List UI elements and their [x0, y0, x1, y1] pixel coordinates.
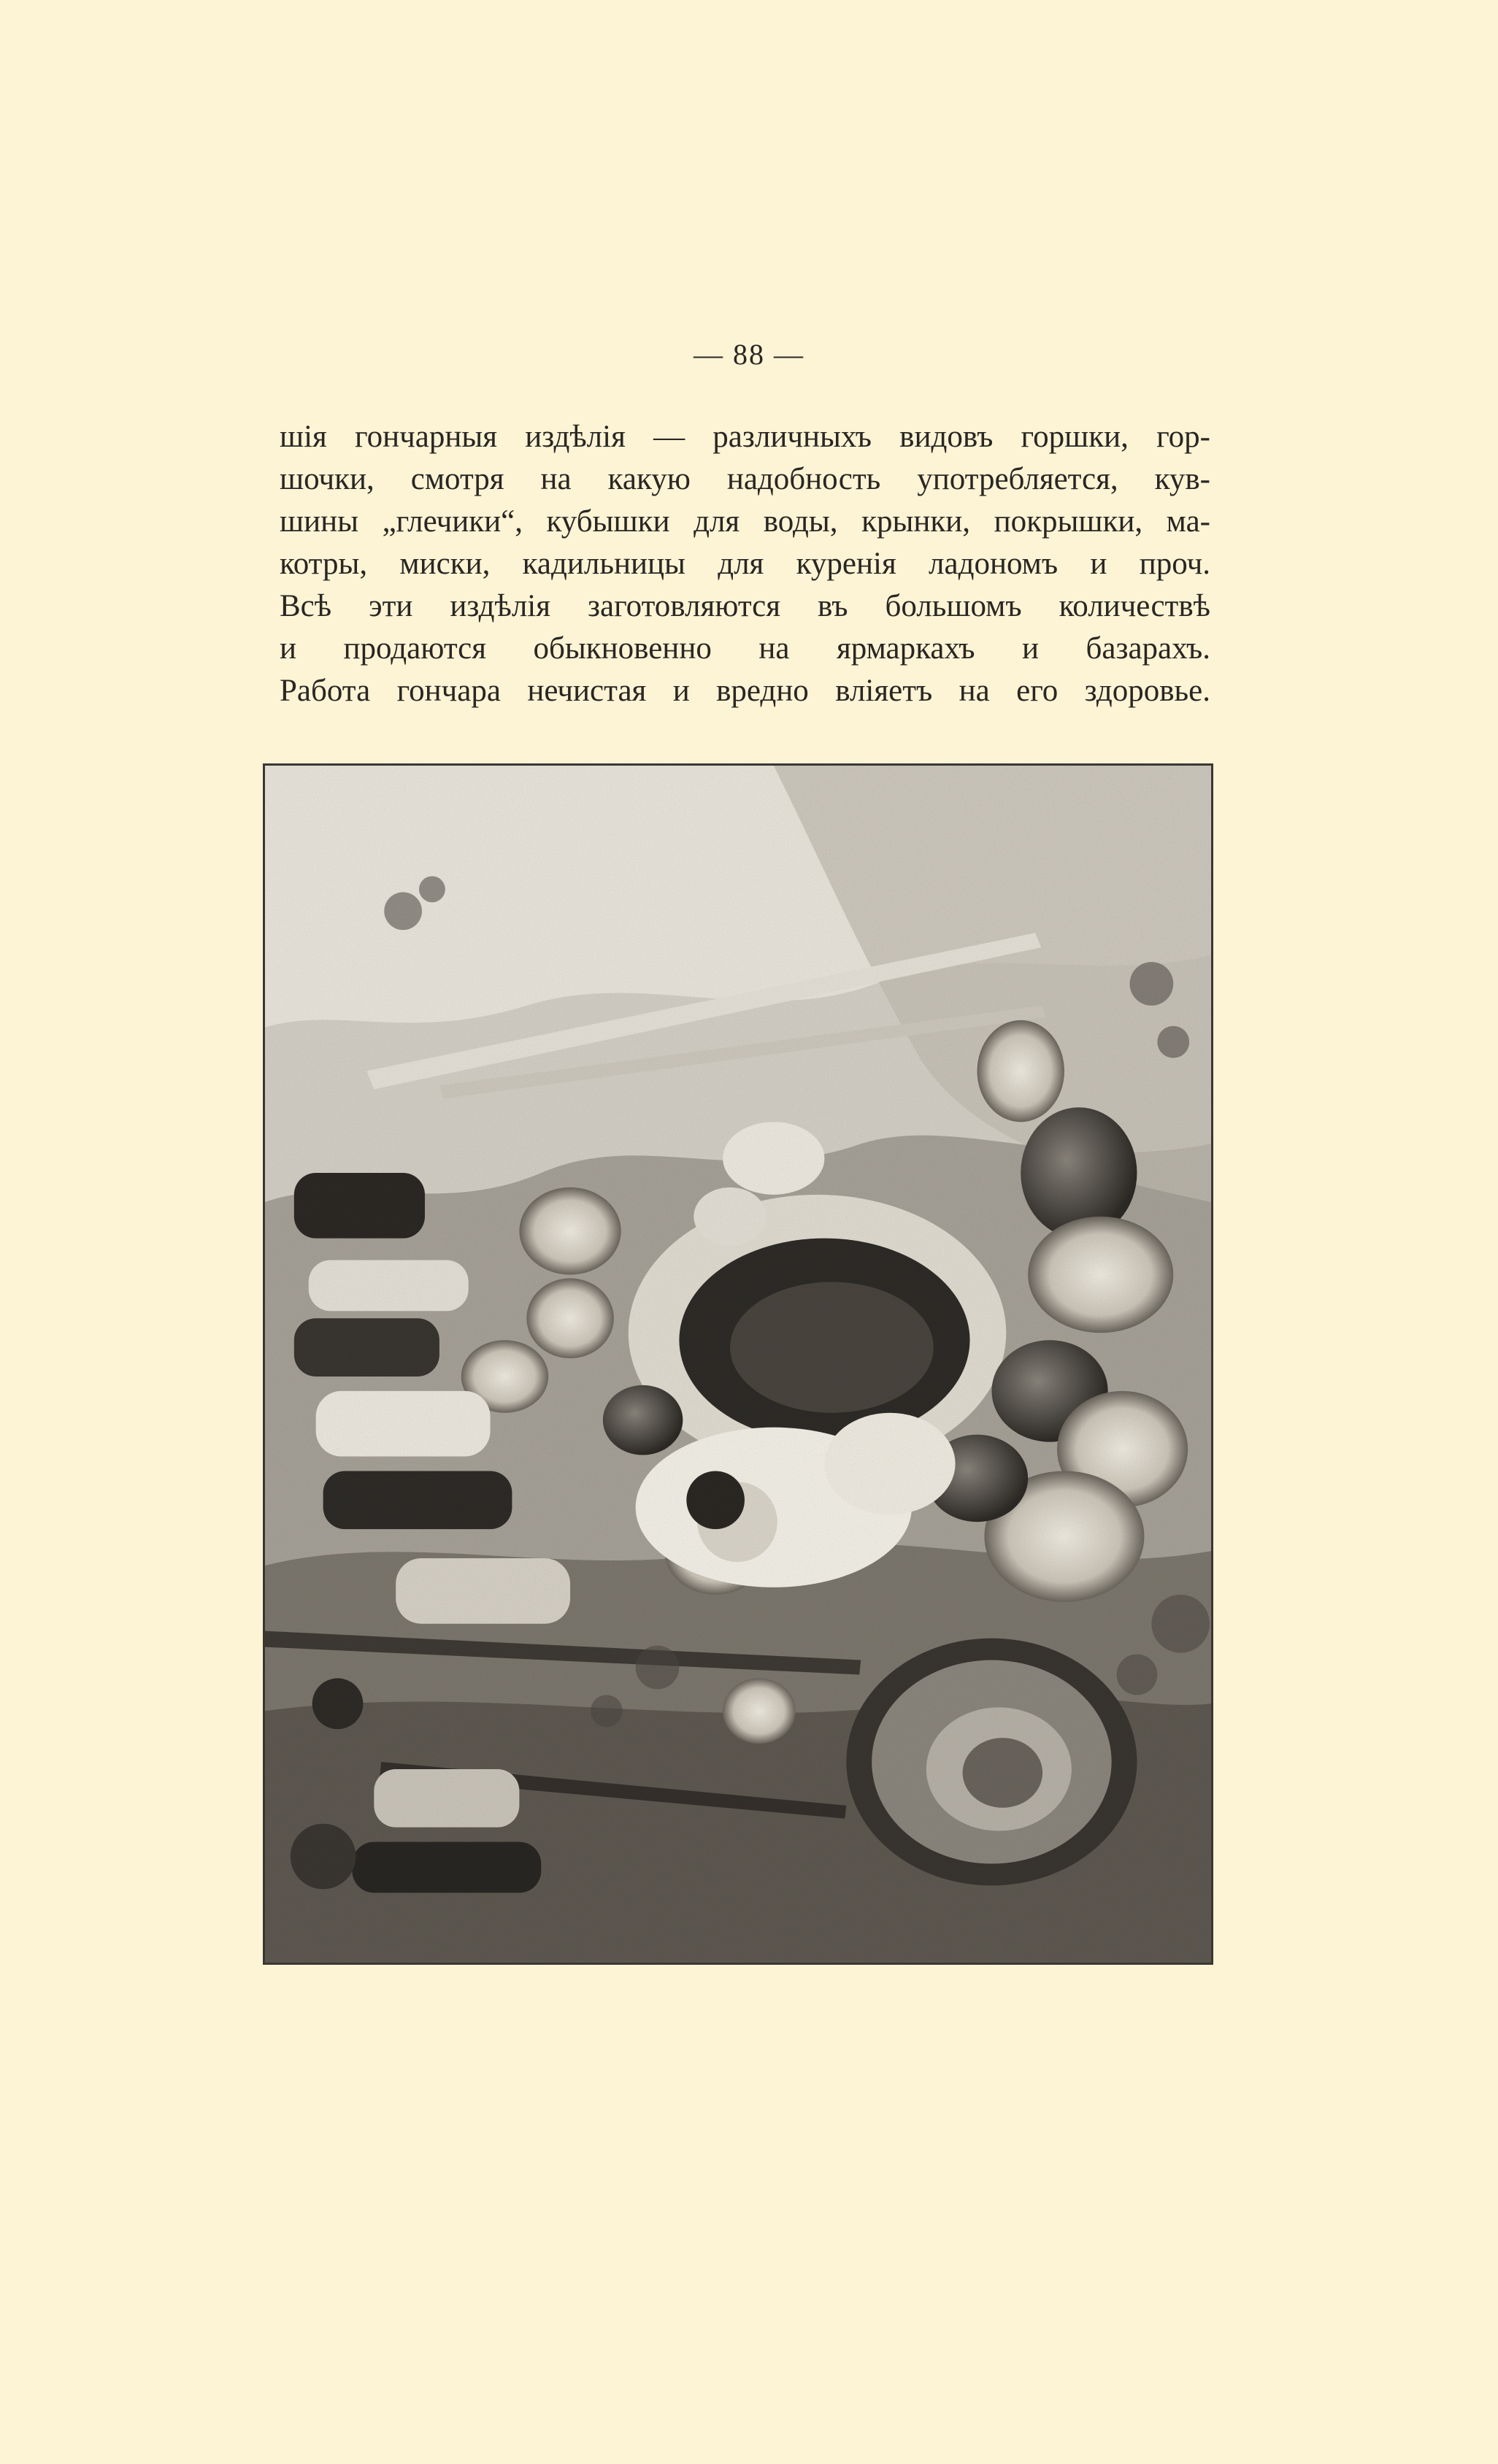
- text-line-1: шія гончарныя издѣлія — различныхъ видовъ горшки, гор-: [280, 420, 1210, 454]
- body-text: [280, 416, 1210, 712]
- photo-illustration: [265, 766, 1211, 1963]
- photograph-potters-icon: [263, 763, 1213, 1965]
- text-line-5: Всѣ эти издѣлія заготовляются въ большомъ количествѣ: [280, 589, 1210, 623]
- text-line-3: шины „глечики“, кубышки для воды, крынки, покрышки, ма-: [280, 504, 1210, 539]
- text-line-7: Работа гончара нечистая и вредно вліяетъ на его здоровье.: [280, 674, 1210, 708]
- text-line-6: и продаются обыкновенно на ярмаркахъ и базарахъ.: [280, 631, 1210, 666]
- text-line-2: шочки, смотря на какую надобность употребляется, кув-: [280, 462, 1210, 496]
- page-number: — 88 —: [694, 338, 804, 371]
- text-line-4: котры, миски, кадильницы для куренія ладономъ и проч.: [280, 547, 1210, 581]
